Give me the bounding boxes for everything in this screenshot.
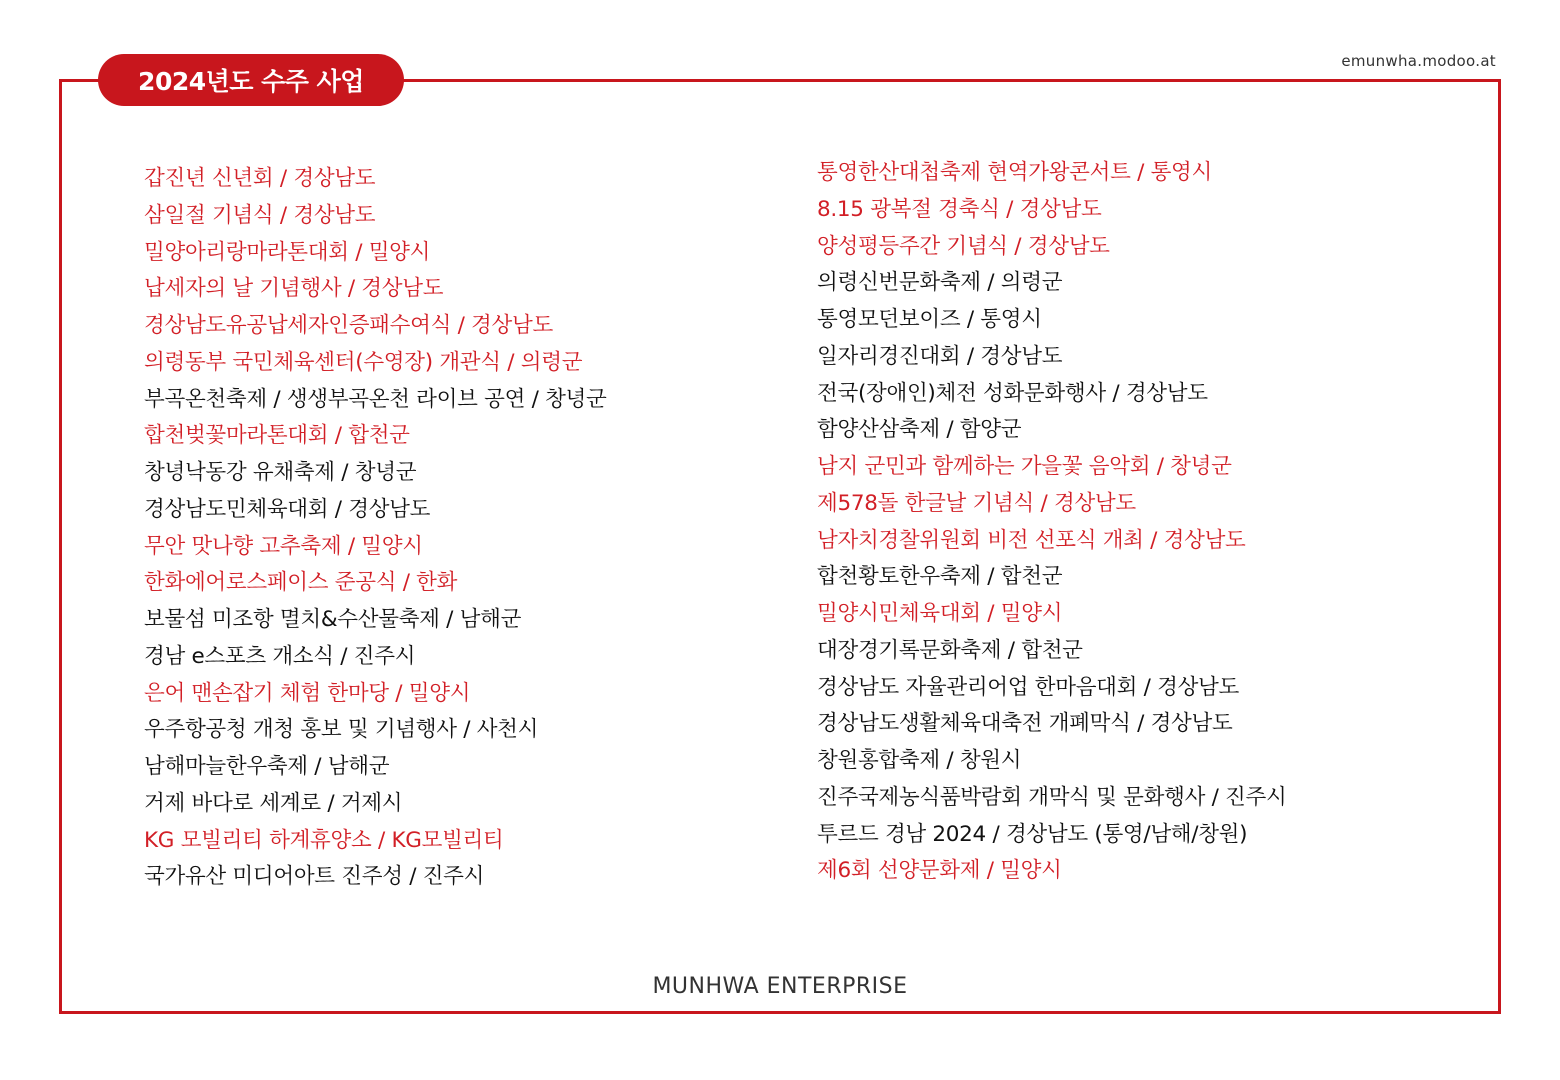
list-item: 의령동부 국민체육센터(수영장) 개관식 / 의령군: [144, 349, 583, 375]
list-item: 경남 e스포츠 개소식 / 진주시: [144, 643, 416, 669]
list-item: 전국(장애인)체전 성화문화행사 / 경상남도: [817, 380, 1208, 406]
list-item: 국가유산 미디어아트 진주성 / 진주시: [144, 864, 485, 890]
list-item: 은어 맨손잡기 체험 한마당 / 밀양시: [144, 680, 471, 706]
list-item: 8.15 광복절 경축식 / 경상남도: [817, 196, 1102, 222]
list-item: KG 모빌리티 하계휴양소 / KG모빌리티: [144, 827, 504, 853]
list-item: 대장경기록문화축제 / 합천군: [817, 637, 1083, 663]
footer-brand: MUNHWA ENTERPRISE: [652, 974, 908, 999]
list-item: 무안 맛나향 고추축제 / 밀양시: [144, 533, 423, 559]
list-item: 진주국제농식품박람회 개막식 및 문화행사 / 진주시: [817, 784, 1287, 810]
left-project-list: [144, 161, 606, 896]
list-item: 통영모던보이즈 / 통영시: [817, 307, 1042, 332]
list-item: 밀양시민체육대회 / 밀양시: [817, 601, 1063, 626]
list-item: 우주항공청 개청 홍보 및 기념행사 / 사천시: [144, 717, 539, 743]
list-item: 남자치경찰위원회 비전 선포식 개최 / 경상남도: [817, 527, 1246, 553]
list-item: 제6회 선양문화제 / 밀양시: [817, 858, 1062, 884]
list-item: 보물섬 미조항 멸치&수산물축제 / 남해군: [144, 607, 522, 632]
list-item: 경상남도유공납세자인증패수여식 / 경상남도: [144, 313, 553, 338]
list-item: 합천벚꽃마라톤대회 / 합천군: [144, 423, 410, 449]
list-item: 갑진년 신년회 / 경상남도: [144, 166, 376, 191]
list-item: 경상남도 자율관리어업 한마음대회 / 경상남도: [817, 674, 1239, 700]
list-item: 삼일절 기념식 / 경상남도: [144, 202, 376, 228]
list-item: 남지 군민과 함께하는 가을꽃 음악회 / 창녕군: [817, 454, 1232, 479]
right-project-list: [817, 155, 1286, 890]
site-url: emunwha.modoo.at: [1341, 52, 1496, 70]
list-item: 투르드 경남 2024 / 경상남도 (통영/남해/창원): [817, 821, 1248, 847]
list-item: 밀양아리랑마라톤대회 / 밀양시: [144, 239, 431, 265]
list-item: 창녕낙동강 유채축제 / 창녕군: [144, 460, 417, 485]
list-item: 거제 바다로 세계로 / 거제시: [144, 790, 403, 816]
list-item: 합천황토한우축제 / 합천군: [817, 564, 1063, 590]
list-item: 한화에어로스페이스 준공식 / 한화: [144, 570, 458, 596]
list-item: 양성평등주간 기념식 / 경상남도: [817, 233, 1110, 259]
list-item: 납세자의 날 기념행사 / 경상남도: [144, 276, 444, 302]
list-item: 창원홍합축제 / 창원시: [817, 748, 1022, 773]
list-item: 통영한산대첩축제 현역가왕콘서트 / 통영시: [817, 160, 1212, 185]
list-item: 함양산삼축제 / 함양군: [817, 417, 1022, 443]
page-title: 2024년도 수주 사업: [98, 54, 404, 106]
list-item: 제578돌 한글날 기념식 / 경상남도: [817, 490, 1136, 516]
list-item: 경상남도생활체육대축전 개폐막식 / 경상남도: [817, 711, 1233, 737]
list-item: 남해마늘한우축제 / 남해군: [144, 754, 390, 779]
list-item: 부곡온천축제 / 생생부곡온천 라이브 공연 / 창녕군: [144, 386, 607, 412]
list-item: 경상남도민체육대회 / 경상남도: [144, 496, 431, 522]
list-item: 일자리경진대회 / 경상남도: [817, 343, 1063, 369]
list-item: 의령신번문화축제 / 의령군: [817, 270, 1063, 296]
